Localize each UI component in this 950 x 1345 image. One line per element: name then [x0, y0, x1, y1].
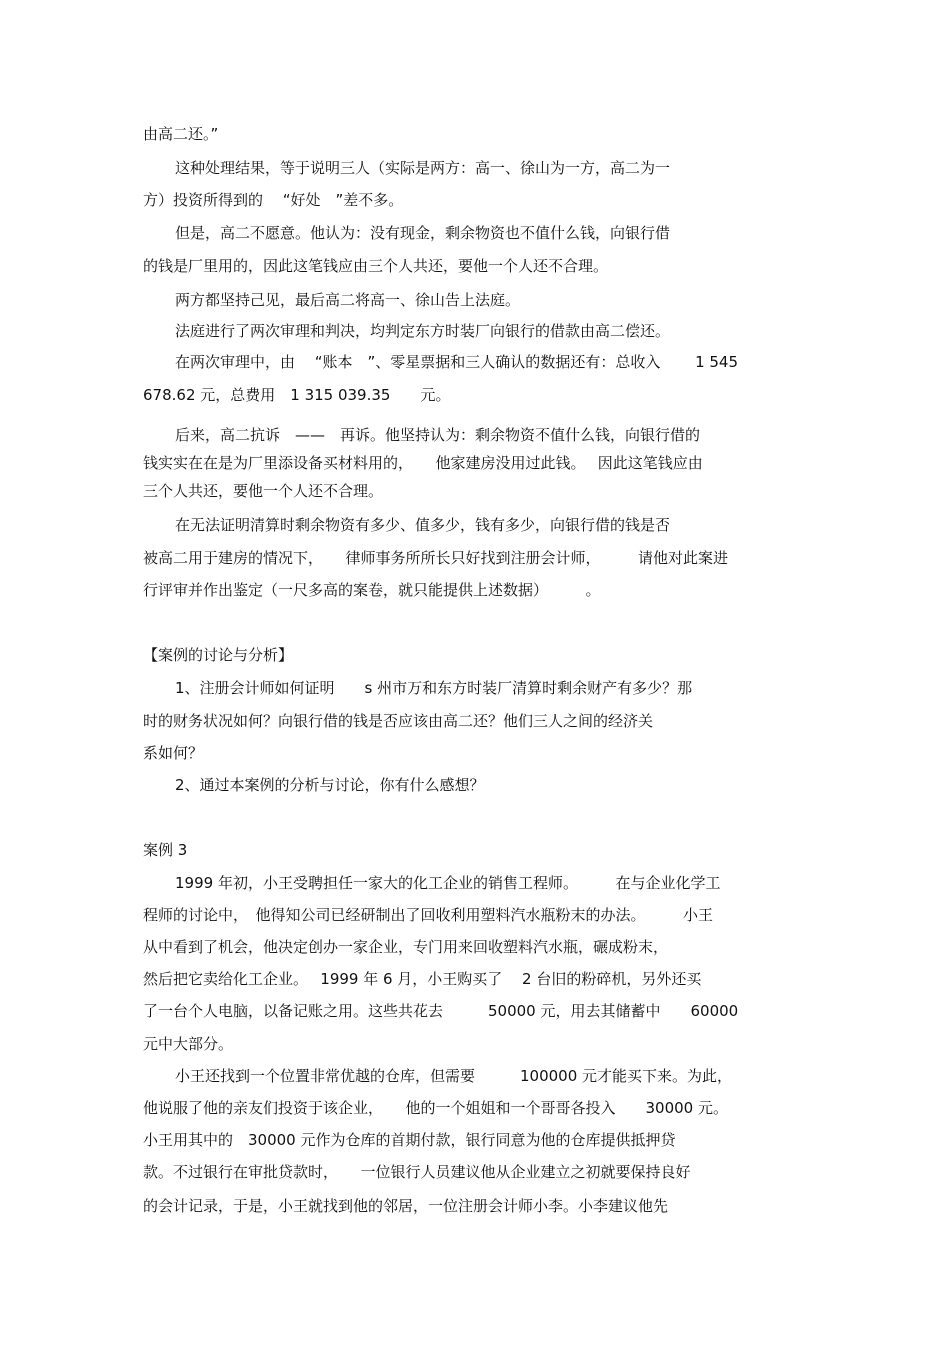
text-line: 两方都坚持己见，最后高二将高一、徐山告上法庭。: [175, 291, 521, 309]
text-line: 三个人共还，要他一个人还不合理。: [143, 482, 384, 500]
section-heading: 【案例的讨论与分析】: [143, 646, 294, 664]
text-line: 这种处理结果，等于说明三人（实际是两方：高一、徐山为一方，高二为一: [175, 159, 671, 177]
text-line: 678.62 元，总费用 1 315 039.35 元。: [143, 386, 451, 404]
text-line: 在两次审理中，由 “账本 ”、零星票据和三人确认的数据还有：总收入 1 545: [175, 353, 739, 371]
text-line: 程师的讨论中， 他得知公司已经研制出了回收利用塑料汽水瓶粉末的办法。 小王: [143, 906, 714, 924]
text-line: 但是，高二不愿意。他认为：没有现金，剩余物资也不值什么钱，向银行借: [175, 224, 671, 242]
text-line: 在无法证明清算时剩余物资有多少、值多少，钱有多少，向银行借的钱是否: [175, 516, 671, 534]
text-line: 后来，高二抗诉 —— 再诉。他坚持认为：剩余物资不值什么钱，向银行借的: [175, 426, 701, 444]
text-line: 被高二用于建房的情况下， 律师事务所所长只好找到注册会计师， 请他对此案进: [143, 549, 729, 567]
text-line: 了一台个人电脑，以备记账之用。这些共花去 50000 元，用去其储蓄中 60000: [143, 1002, 739, 1020]
text-line: 款。不过银行在审批贷款时， 一位银行人员建议他从企业建立之初就要保持良好: [143, 1163, 691, 1181]
text-line: 他说服了他的亲友们投资于该企业， 他的一个姐姐和一个哥哥各投入 30000 元。: [143, 1099, 728, 1117]
case-heading: 案例 3: [143, 841, 188, 859]
question-line: 时的财务状况如何？向银行借的钱是否应该由高二还？他们三人之间的经济关: [143, 712, 654, 730]
text-line: 的钱是厂里用的，因此这笔钱应由三个人共还，要他一个人还不合理。: [143, 257, 609, 275]
text-line: 钱实实在在是为厂里添设备买材料用的， 他家建房没用过此钱。 因此这笔钱应由: [143, 454, 703, 472]
text-line: 行评审并作出鉴定（一尺多高的案卷，就只能提供上述数据） 。: [143, 581, 601, 599]
text-line: 方）投资所得到的 “好处 ”差不多。: [143, 191, 404, 209]
text-line: 然后把它卖给化工企业。 1999 年 6 月，小王购买了 2 台旧的粉碎机，另外还买: [143, 970, 702, 988]
text-line: 的会计记录，于是，小王就找到他的邻居，一位注册会计师小李。小李建议他先: [143, 1197, 669, 1215]
text-line: 由高二还。”: [143, 125, 219, 143]
text-line: 元中大部分。: [143, 1035, 234, 1053]
question-line: 系如何？: [143, 744, 204, 762]
question-line: 1、注册会计师如何证明 s 州市万和东方时装厂清算时剩余财产有多少？那: [175, 679, 693, 697]
text-line: 小王用其中的 30000 元作为仓库的首期付款，银行同意为他的仓库提供抵押贷: [143, 1131, 676, 1149]
text-line: 法庭进行了两次审理和判决，均判定东方时装厂向银行的借款由高二偿还。: [175, 322, 671, 340]
question-line: 2、通过本案例的分析与讨论，你有什么感想？: [175, 776, 485, 794]
text-line: 小王还找到一个位置非常优越的仓库，但需要 100000 元才能买下来。为此，: [175, 1067, 733, 1085]
text-line: 从中看到了机会，他决定创办一家企业，专门用来回收塑料汽水瓶，碾成粉末，: [143, 938, 669, 956]
text-line: 1999 年初，小王受聘担任一家大的化工企业的销售工程师。 在与企业化学工: [175, 874, 721, 892]
